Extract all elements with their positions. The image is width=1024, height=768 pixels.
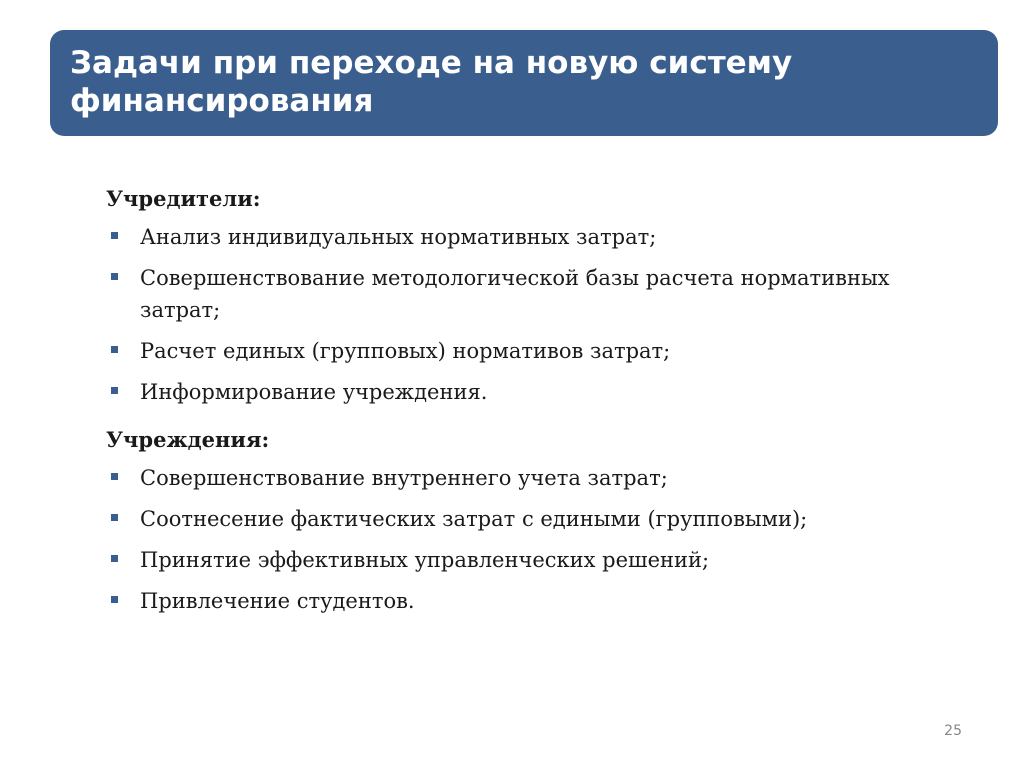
slide-title-banner xyxy=(50,30,998,136)
square-bullet-icon xyxy=(111,346,118,353)
page-number: 25 xyxy=(944,723,962,739)
list-item xyxy=(106,462,966,494)
list-item xyxy=(106,221,966,253)
slide-title: Задачи при переходе на новую систему финансирования xyxy=(70,45,793,119)
list-item-text: Соотнесение фактических затрат с едиными (групповыми); xyxy=(140,507,808,531)
list-item-text: Совершенствование внутреннего учета затрат; xyxy=(140,466,668,490)
list-item-text: Принятие эффективных управленческих решений; xyxy=(140,548,710,572)
list-item-text: Информирование учреждения. xyxy=(140,380,488,404)
square-bullet-icon xyxy=(111,387,118,394)
list-item-text: Расчет единых (групповых) нормативов затрат; xyxy=(140,339,671,363)
list-item xyxy=(106,503,966,535)
section-heading-founders: Учредители: xyxy=(106,186,261,211)
founders-task-list xyxy=(106,221,966,408)
section-heading-institutions: Учреждения: xyxy=(106,427,270,452)
list-item xyxy=(106,335,966,367)
list-item xyxy=(106,585,966,617)
square-bullet-icon xyxy=(111,232,118,239)
list-item xyxy=(106,376,966,408)
slide-content xyxy=(106,183,966,626)
institutions-task-list xyxy=(106,462,966,617)
list-item-text: Привлечение студентов. xyxy=(140,589,415,613)
square-bullet-icon xyxy=(111,555,118,562)
square-bullet-icon xyxy=(111,473,118,480)
square-bullet-icon xyxy=(111,514,118,521)
section-founders xyxy=(106,183,966,408)
list-item xyxy=(106,262,966,326)
list-item-text: Совершенствование методологической базы расчета нормативных затрат; xyxy=(140,266,890,322)
section-institutions xyxy=(106,424,966,617)
list-item xyxy=(106,544,966,576)
list-item-text: Анализ индивидуальных нормативных затрат; xyxy=(140,225,657,249)
square-bullet-icon xyxy=(111,596,118,603)
square-bullet-icon xyxy=(111,273,118,280)
